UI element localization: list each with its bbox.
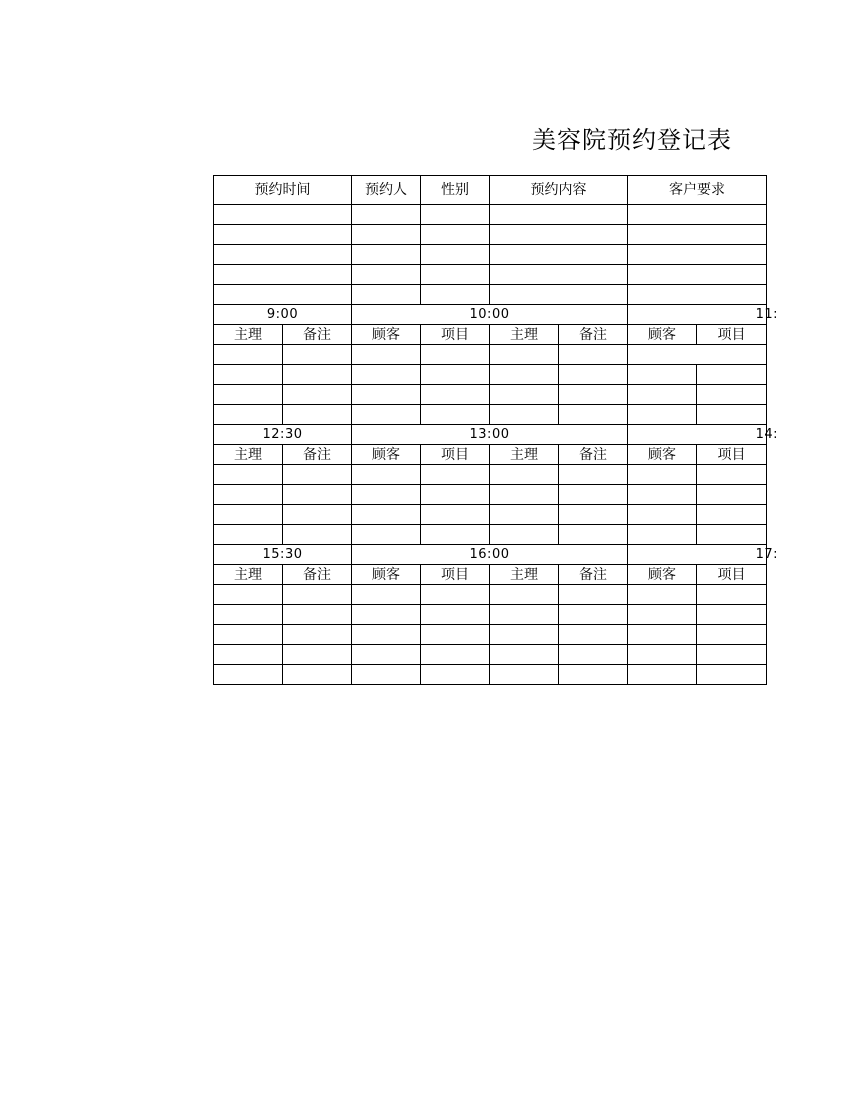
slot-row bbox=[214, 525, 767, 545]
cell-input[interactable] bbox=[490, 245, 628, 265]
cell-input[interactable] bbox=[697, 585, 767, 605]
cell-input[interactable] bbox=[283, 465, 352, 485]
slot-row bbox=[214, 405, 767, 425]
col-label: 顾客 bbox=[352, 565, 421, 585]
appointment-table bbox=[213, 175, 778, 685]
cell-input[interactable] bbox=[214, 465, 283, 485]
col-label: 顾客 bbox=[628, 565, 697, 585]
cell-input[interactable] bbox=[490, 525, 559, 545]
col-label: 主理 bbox=[490, 445, 559, 465]
col-label: 主理 bbox=[490, 325, 559, 345]
cell-input[interactable] bbox=[283, 525, 352, 545]
cell-input[interactable] bbox=[214, 365, 283, 385]
cell-input[interactable] bbox=[421, 205, 490, 225]
cell-input[interactable] bbox=[628, 465, 697, 485]
cell-input[interactable] bbox=[559, 645, 628, 665]
cell-input[interactable] bbox=[214, 285, 352, 305]
col-label: 备注 bbox=[283, 445, 352, 465]
cell-input[interactable] bbox=[214, 245, 352, 265]
cell-input[interactable] bbox=[421, 665, 490, 685]
col-label: 备注 bbox=[559, 565, 628, 585]
time-slot-label: 11: bbox=[628, 305, 767, 325]
cell-input[interactable] bbox=[283, 485, 352, 505]
cell-input[interactable] bbox=[628, 505, 697, 525]
time-row bbox=[214, 425, 767, 445]
cell-input[interactable] bbox=[352, 285, 421, 305]
col-label: 主理 bbox=[214, 445, 283, 465]
booking-row bbox=[214, 205, 767, 225]
cell-input[interactable] bbox=[490, 625, 559, 645]
cell-input[interactable] bbox=[697, 385, 767, 405]
header-booker: 预约人 bbox=[352, 176, 421, 205]
cell-input[interactable] bbox=[421, 285, 490, 305]
cell-input[interactable] bbox=[214, 265, 352, 285]
cell-input[interactable] bbox=[283, 505, 352, 525]
cell-input[interactable] bbox=[214, 225, 352, 245]
cell-input[interactable] bbox=[628, 585, 697, 605]
cell-input[interactable] bbox=[421, 505, 490, 525]
slot-row bbox=[214, 365, 767, 385]
cell-input[interactable] bbox=[697, 645, 767, 665]
cell-input[interactable] bbox=[421, 245, 490, 265]
cell-input[interactable] bbox=[214, 585, 283, 605]
time-slot-label: 13:00 bbox=[352, 425, 628, 445]
cell-input[interactable] bbox=[283, 365, 352, 385]
cell-input[interactable] bbox=[283, 385, 352, 405]
cell-input[interactable] bbox=[559, 505, 628, 525]
cell-input[interactable] bbox=[283, 345, 352, 365]
cell-input[interactable] bbox=[214, 625, 283, 645]
cell-input[interactable] bbox=[214, 345, 283, 365]
header-gender: 性别 bbox=[421, 176, 490, 205]
cell-input[interactable] bbox=[214, 485, 283, 505]
cell-input[interactable] bbox=[421, 525, 490, 545]
label-row bbox=[214, 565, 767, 585]
cell-input[interactable] bbox=[352, 265, 421, 285]
col-label: 备注 bbox=[559, 325, 628, 345]
col-label: 项目 bbox=[421, 445, 490, 465]
col-label: 顾客 bbox=[628, 325, 697, 345]
cell-input[interactable] bbox=[352, 365, 421, 385]
cell-input[interactable] bbox=[421, 265, 490, 285]
cell-input[interactable] bbox=[421, 345, 490, 365]
booking-row bbox=[214, 245, 767, 265]
cell-input[interactable] bbox=[559, 465, 628, 485]
cell-input[interactable] bbox=[628, 245, 767, 265]
cell-input[interactable] bbox=[352, 345, 421, 365]
cell-input[interactable] bbox=[490, 405, 559, 425]
cell-input[interactable] bbox=[559, 605, 628, 625]
col-label: 备注 bbox=[283, 565, 352, 585]
booking-row bbox=[214, 225, 767, 245]
cell-input[interactable] bbox=[697, 665, 767, 685]
cell-input[interactable] bbox=[490, 225, 628, 245]
label-row bbox=[214, 325, 767, 345]
cell-input[interactable] bbox=[214, 605, 283, 625]
col-label: 项目 bbox=[421, 565, 490, 585]
slot-row bbox=[214, 385, 767, 405]
col-label: 项目 bbox=[697, 445, 767, 465]
cell-input[interactable] bbox=[628, 265, 767, 285]
col-label: 主理 bbox=[214, 325, 283, 345]
label-row bbox=[214, 445, 767, 465]
cell-input[interactable] bbox=[628, 345, 767, 365]
cell-input[interactable] bbox=[421, 605, 490, 625]
cell-input[interactable] bbox=[214, 665, 283, 685]
cell-input[interactable] bbox=[628, 625, 697, 645]
cell-input[interactable] bbox=[352, 245, 421, 265]
cell-input[interactable] bbox=[490, 585, 559, 605]
cell-input[interactable] bbox=[214, 385, 283, 405]
cell-input[interactable] bbox=[352, 205, 421, 225]
cell-input[interactable] bbox=[490, 605, 559, 625]
slot-row bbox=[214, 465, 767, 485]
cell-input[interactable] bbox=[559, 365, 628, 385]
cell-input[interactable] bbox=[214, 405, 283, 425]
cell-input[interactable] bbox=[421, 405, 490, 425]
cell-input[interactable] bbox=[559, 485, 628, 505]
header-appointment-content: 预约内容 bbox=[490, 176, 628, 205]
slot-row bbox=[214, 485, 767, 505]
cell-input[interactable] bbox=[697, 505, 767, 525]
cell-input[interactable] bbox=[352, 665, 421, 685]
cell-input[interactable] bbox=[214, 205, 352, 225]
time-slot-label: 12:30 bbox=[214, 425, 352, 445]
cell-input[interactable] bbox=[628, 645, 697, 665]
slot-row bbox=[214, 625, 767, 645]
booking-row bbox=[214, 265, 767, 285]
col-label: 项目 bbox=[697, 565, 767, 585]
cell-input[interactable] bbox=[628, 485, 697, 505]
cell-input[interactable] bbox=[490, 285, 628, 305]
cell-input[interactable] bbox=[352, 465, 421, 485]
cell-input[interactable] bbox=[283, 585, 352, 605]
col-label: 项目 bbox=[697, 325, 767, 345]
slot-row bbox=[214, 345, 767, 365]
cell-input[interactable] bbox=[559, 345, 628, 365]
cell-input[interactable] bbox=[628, 605, 697, 625]
cell-input[interactable] bbox=[559, 385, 628, 405]
cell-input[interactable] bbox=[421, 625, 490, 645]
slot-row bbox=[214, 645, 767, 665]
page-title: 美容院预约登记表 bbox=[532, 126, 732, 154]
header-row bbox=[214, 176, 767, 205]
cell-input[interactable] bbox=[352, 585, 421, 605]
cell-input[interactable] bbox=[421, 465, 490, 485]
cell-input[interactable] bbox=[697, 365, 767, 385]
cell-input[interactable] bbox=[283, 605, 352, 625]
col-label: 顾客 bbox=[352, 445, 421, 465]
cell-input[interactable] bbox=[421, 585, 490, 605]
col-label: 主理 bbox=[214, 565, 283, 585]
cell-input[interactable] bbox=[352, 385, 421, 405]
cell-input[interactable] bbox=[490, 665, 559, 685]
cell-input[interactable] bbox=[421, 485, 490, 505]
col-label: 主理 bbox=[490, 565, 559, 585]
header-customer-request: 客户要求 bbox=[628, 176, 767, 205]
cell-input[interactable] bbox=[352, 625, 421, 645]
cell-input[interactable] bbox=[628, 225, 767, 245]
cell-input[interactable] bbox=[697, 605, 767, 625]
cell-input[interactable] bbox=[421, 385, 490, 405]
cell-input[interactable] bbox=[421, 365, 490, 385]
cell-input[interactable] bbox=[628, 365, 697, 385]
slot-row bbox=[214, 505, 767, 525]
cell-input[interactable] bbox=[421, 645, 490, 665]
cell-input[interactable] bbox=[490, 365, 559, 385]
cell-input[interactable] bbox=[697, 525, 767, 545]
cell-input[interactable] bbox=[352, 405, 421, 425]
cell-input[interactable] bbox=[490, 505, 559, 525]
cell-input[interactable] bbox=[490, 205, 628, 225]
time-slot-label: 15:30 bbox=[214, 545, 352, 565]
col-label: 顾客 bbox=[352, 325, 421, 345]
cell-input[interactable] bbox=[214, 645, 283, 665]
cell-input[interactable] bbox=[628, 525, 697, 545]
cell-input[interactable] bbox=[628, 205, 767, 225]
cell-input[interactable] bbox=[628, 385, 697, 405]
cell-input[interactable] bbox=[628, 665, 697, 685]
time-slot-label: 17: bbox=[628, 545, 767, 565]
cell-input[interactable] bbox=[352, 485, 421, 505]
cell-input[interactable] bbox=[490, 485, 559, 505]
col-label: 备注 bbox=[559, 445, 628, 465]
time-slot-label: 10:00 bbox=[352, 305, 628, 325]
cell-input[interactable] bbox=[490, 345, 559, 365]
cell-input[interactable] bbox=[490, 385, 559, 405]
cell-input[interactable] bbox=[697, 465, 767, 485]
cell-input[interactable] bbox=[697, 405, 767, 425]
time-slot-label: 14: bbox=[628, 425, 767, 445]
cell-input[interactable] bbox=[559, 405, 628, 425]
cell-input[interactable] bbox=[214, 525, 283, 545]
cell-input[interactable] bbox=[352, 505, 421, 525]
slot-row bbox=[214, 665, 767, 685]
cell-input[interactable] bbox=[352, 525, 421, 545]
cell-input[interactable] bbox=[490, 265, 628, 285]
slot-row bbox=[214, 605, 767, 625]
cell-input[interactable] bbox=[283, 625, 352, 645]
time-row bbox=[214, 545, 767, 565]
cell-input[interactable] bbox=[559, 585, 628, 605]
cell-input[interactable] bbox=[214, 505, 283, 525]
cell-input[interactable] bbox=[628, 285, 767, 305]
cell-input[interactable] bbox=[559, 525, 628, 545]
cell-input[interactable] bbox=[697, 485, 767, 505]
time-slot-label: 16:00 bbox=[352, 545, 628, 565]
col-label: 项目 bbox=[421, 325, 490, 345]
cell-input[interactable] bbox=[628, 405, 697, 425]
cell-input[interactable] bbox=[490, 465, 559, 485]
time-row bbox=[214, 305, 767, 325]
cell-input[interactable] bbox=[352, 605, 421, 625]
cell-input[interactable] bbox=[421, 225, 490, 245]
cell-input[interactable] bbox=[697, 625, 767, 645]
cell-input[interactable] bbox=[490, 645, 559, 665]
slot-row bbox=[214, 585, 767, 605]
cell-input[interactable] bbox=[283, 645, 352, 665]
col-label: 备注 bbox=[283, 325, 352, 345]
col-label: 顾客 bbox=[628, 445, 697, 465]
time-slot-label: 9:00 bbox=[214, 305, 352, 325]
cell-input[interactable] bbox=[352, 225, 421, 245]
cell-input[interactable] bbox=[352, 645, 421, 665]
booking-row bbox=[214, 285, 767, 305]
cell-input[interactable] bbox=[559, 625, 628, 645]
header-appointment-time: 预约时间 bbox=[214, 176, 352, 205]
cell-input[interactable] bbox=[559, 665, 628, 685]
appointment-sheet bbox=[213, 175, 778, 682]
cell-input[interactable] bbox=[283, 405, 352, 425]
cell-input[interactable] bbox=[283, 665, 352, 685]
